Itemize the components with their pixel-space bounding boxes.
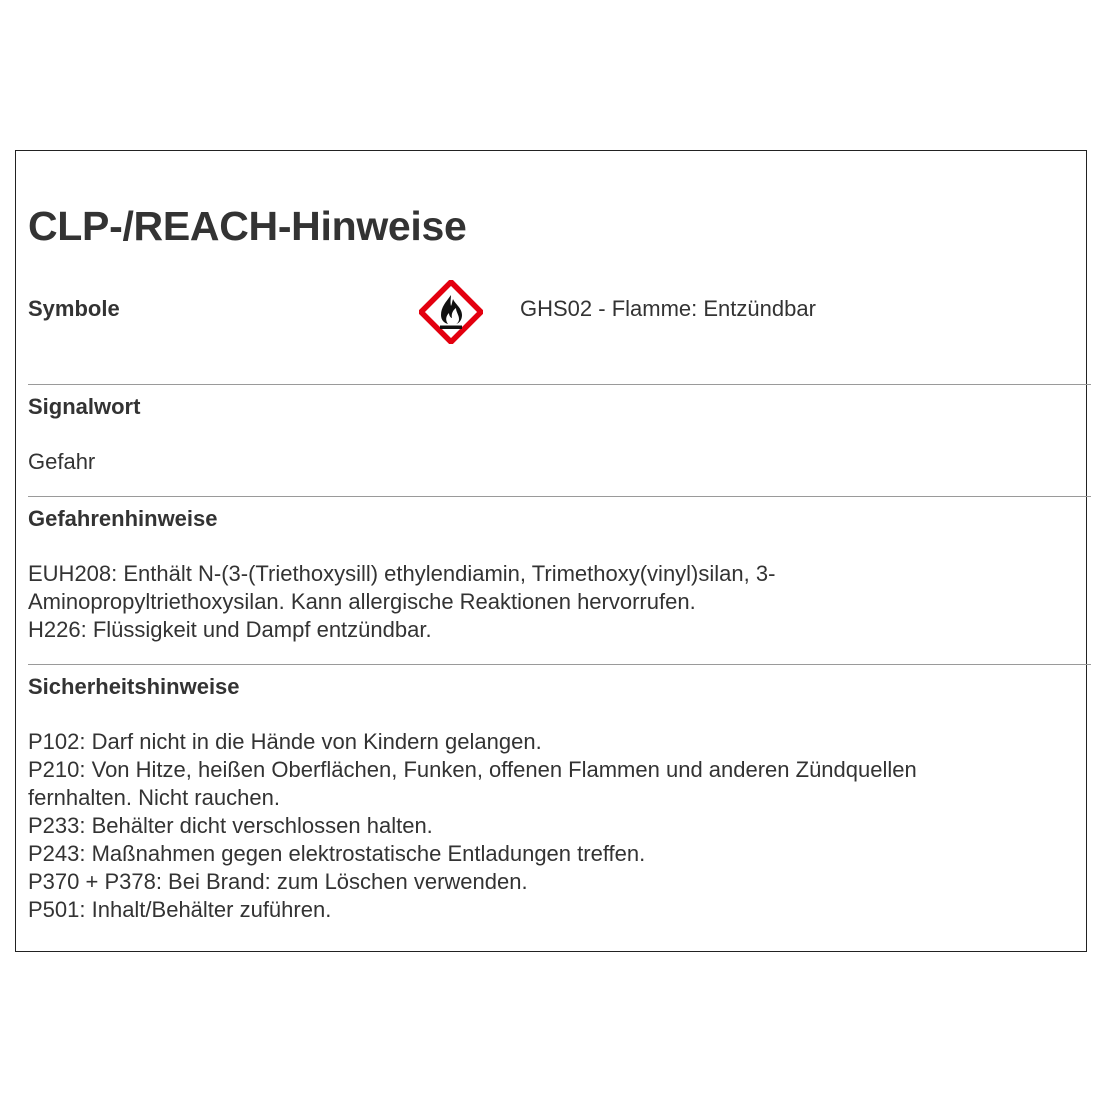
- precautionary-statement-line: P233: Behälter dicht verschlossen halten.: [28, 813, 433, 838]
- precautionary-statement-line: P210: Von Hitze, heißen Oberflächen, Funken, offenen Flammen und anderen Zündquellen: [28, 757, 917, 782]
- hazard-statement-line: H226: Flüssigkeit und Dampf entzündbar.: [28, 617, 432, 642]
- divider-1: [28, 384, 1091, 385]
- symbols-label: Symbole: [28, 296, 120, 321]
- hazard-statements-text: [28, 560, 1078, 644]
- precautionary-statements-label: Sicherheitshinweise: [28, 674, 240, 699]
- precautionary-statement-line: P102: Darf nicht in die Hände von Kindern gelangen.: [28, 729, 542, 754]
- divider-2: [28, 496, 1091, 497]
- signal-word-value: Gefahr: [28, 449, 96, 474]
- divider-3: [28, 664, 1091, 665]
- ghs02-flame-icon: [419, 280, 483, 344]
- symbol-description: GHS02 - Flamme: Entzündbar: [520, 296, 816, 321]
- precautionary-statements-text: [28, 728, 1078, 924]
- hazard-statements-label: Gefahrenhinweise: [28, 506, 218, 531]
- hazard-statement-line: Aminopropyltriethoxysilan. Kann allergische Reaktionen hervorrufen.: [28, 589, 696, 614]
- precautionary-statement-line: P243: Maßnahmen gegen elektrostatische Entladungen treffen.: [28, 841, 646, 866]
- hazard-statement-line: EUH208: Enthält N-(3-(Triethoxysill) ethylendiamin, Trimethoxy(vinyl)silan, 3-: [28, 561, 776, 586]
- precautionary-statement-line: P501: Inhalt/Behälter zuführen.: [28, 897, 332, 922]
- precautionary-statement-line: P370 + P378: Bei Brand: zum Löschen verwenden.: [28, 869, 528, 894]
- page-title: CLP-/REACH-Hinweise: [28, 203, 467, 249]
- precautionary-statement-line: fernhalten. Nicht rauchen.: [28, 785, 280, 810]
- signal-word-label: Signalwort: [28, 394, 141, 419]
- clp-reach-panel: [15, 150, 1087, 952]
